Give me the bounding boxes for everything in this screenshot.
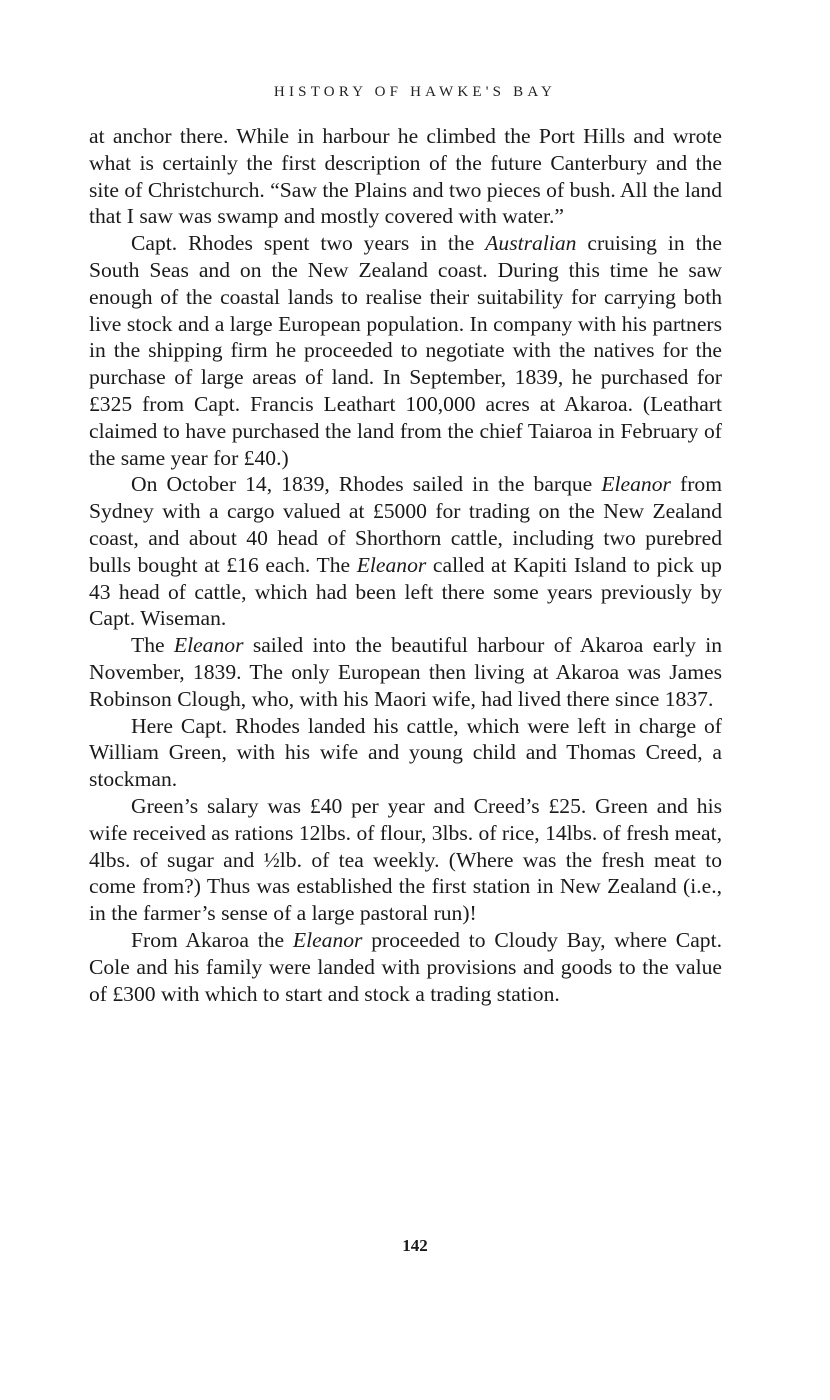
paragraph (89, 471, 722, 632)
text-segment: The (131, 633, 174, 658)
paragraph (89, 230, 722, 471)
text-segment: On October 14, 1839, Rhodes sailed in the barque (131, 472, 602, 497)
paragraph (89, 927, 722, 1007)
text-segment: Here Capt. Rhodes landed his cattle, which were left in charge of William Green, with his wife and young child and Thomas Creed, a stockman. (89, 713, 722, 792)
text-segment: From Akaroa the (131, 927, 293, 952)
italic-ship-name: Eleanor (173, 633, 244, 658)
paragraph (89, 123, 722, 230)
italic-ship-name: Australian (485, 231, 577, 256)
text-segment: proceeded to Cloudy Bay, where Capt. Cole and his family were landed with provisions and goods to the value of £300 with which to start and stock a trading station. (89, 927, 722, 1006)
text-segment: cruising in the South Seas and on the New Zealand coast. During this time he saw enough of the coastal lands to realise their suitability for carrying both live stock and a large European population. In company with his partners in the shipping firm he proceeded to negotiate with the natives for the purchase of large areas of land. In September, 1839, he purchased for £325 from Capt. Francis Leathart 100,000 acres at Akaroa. (Leathart claimed to have purchased the land from the chief Taiaroa in February of the same year for £40.) (89, 231, 722, 470)
paragraph (89, 632, 722, 712)
text-segment: at anchor there. While in harbour he climbed the Port Hills and wrote what is certainly the first description of the future Canterbury and the site of Christchurch. “Saw the Plains and two pieces of bush. All the land that I saw was swamp and mostly covered with water.” (89, 124, 722, 229)
text-segment: Green’s salary was £40 per year and Creed’s £25. Green and his wife received as rations 12lbs. of flour, 3lbs. of rice, 14lbs. of fresh meat, 4lbs. of sugar and ½lb. of tea weekly. (Where was the fresh meat to come from?) Thus was established the first station in New Zealand (i.e., in the farmer’s sense of a large pastoral run)! (89, 793, 722, 926)
body-text (89, 123, 722, 1007)
text-segment: from Sydney with a cargo valued at £5000 for trading on the New Zealand coast, and about 40 head of Shorthorn cattle, including two purebred bulls bought at £16 each. The (89, 472, 722, 577)
paragraph (89, 713, 722, 793)
paragraph (89, 793, 722, 927)
text-segment: called at Kapiti Island to pick up 43 head of cattle, which had been left there some years previously by Capt. Wiseman. (89, 552, 722, 631)
italic-ship-name: Eleanor (356, 552, 427, 577)
italic-ship-name: Eleanor (292, 927, 363, 952)
text-segment: Capt. Rhodes spent two years in the (131, 231, 486, 256)
page-number: 142 (402, 1236, 428, 1255)
text-segment: sailed into the beautiful harbour of Akaroa early in November, 1839. The only European then living at Akaroa was James Robinson Clough, who, with his Maori wife, had lived there since 1837. (89, 633, 722, 711)
italic-ship-name: Eleanor (601, 472, 671, 497)
running-head: HISTORY OF HAWKE'S BAY (273, 84, 557, 100)
